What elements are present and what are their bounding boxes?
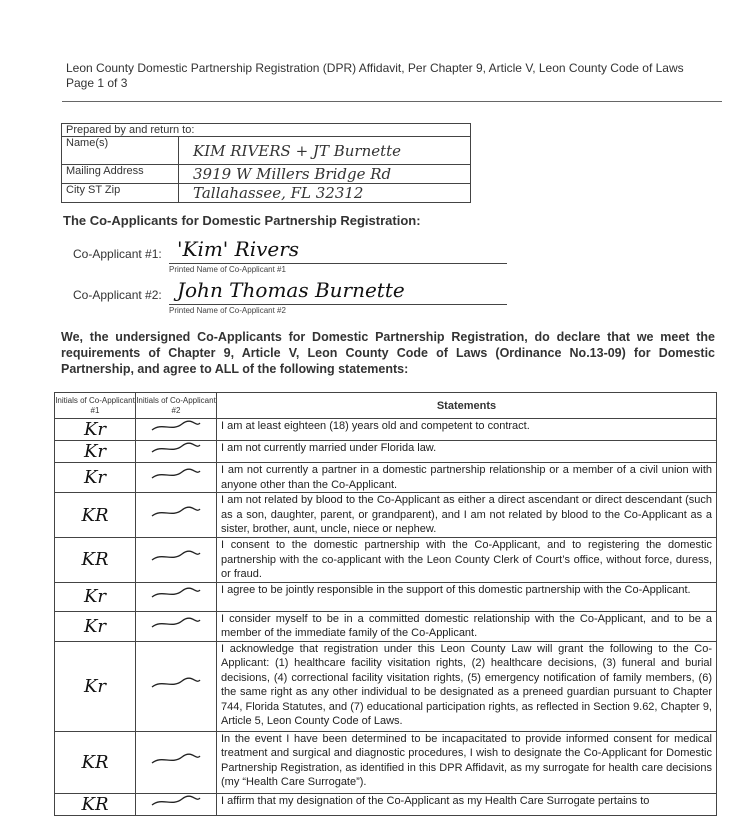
initials-1: KR [55, 731, 136, 793]
col-initials-1: Initials of Co-Applicant #1 [55, 393, 136, 419]
mailing-address-value: 3919 W Millers Bridge Rd [179, 165, 471, 184]
initials-1: Kr [55, 582, 136, 611]
statement-text: I am at least eighteen (18) years old and competent to contract. [217, 419, 717, 441]
declaration: We, the undersigned Co-Applicants for Domestic Partnership Registration, do declare that we meet the requirements of Chapter 9, Article V, Leon County Code of Laws (Ordinance No.13-09) for Domestic Partnership, and agree to ALL of the following statements: [61, 330, 715, 376]
coapplicant-1-signature: 'Kim' Rivers [177, 237, 300, 261]
coapplicant-1-caption: Printed Name of Co-Applicant #1 [169, 265, 286, 274]
coapplicant-2-field [73, 278, 513, 320]
table-row [55, 493, 717, 538]
coapplicant-1-line [169, 263, 507, 264]
col-statements: Statements [217, 393, 717, 419]
initials-1: Kr [55, 463, 136, 493]
initials-1: KR [55, 493, 136, 538]
initials-2-scribble [136, 463, 217, 493]
initials-2-scribble [136, 582, 217, 611]
coapplicant-2-caption: Printed Name of Co-Applicant #2 [169, 306, 286, 315]
initials-2-scribble [136, 419, 217, 441]
table-row [55, 641, 717, 731]
header-rule [62, 101, 722, 102]
document-title: Leon County Domestic Partnership Registration (DPR) Affidavit, Per Chapter 9, Article V, Leon County Code of Laws [66, 61, 684, 75]
table-row [55, 463, 717, 493]
statements-table [54, 392, 717, 816]
table-row [55, 419, 717, 441]
col-initials-2: Initials of Co-Applicant #2 [136, 393, 217, 419]
initials-1: Kr [55, 641, 136, 731]
mailing-address-label: Mailing Address [62, 165, 179, 184]
table-row [55, 611, 717, 641]
table-row [55, 441, 717, 463]
statement-text: I am not currently married under Florida law. [217, 441, 717, 463]
coapplicant-1-field [73, 237, 513, 279]
statement-text: I consider myself to be in a committed domestic relationship with the Co-Applicant, and to be a member of the immediate family of the Co-Applicant. [217, 611, 717, 641]
name-label: Name(s) [62, 137, 179, 165]
statement-text: In the event I have been determined to be incapacitated to provide informed consent for medical treatment and surgical and diagnostic procedures, I wish to designate the Co-Applicant for Domestic Partnership Registration, as identified in this DPR Affidavit, as my surrogate for health care decisions (my “Health Care Surrogate”). [217, 731, 717, 793]
coapplicant-2-line [169, 304, 507, 305]
prepared-heading: Prepared by and return to: [62, 124, 471, 137]
page-header [66, 61, 721, 91]
initials-2-scribble [136, 641, 217, 731]
initials-1: Kr [55, 419, 136, 441]
coapplicant-1-label: Co-Applicant #1: [73, 247, 162, 261]
statement-text: I am not related by blood to the Co-Applicant as either a direct ascendant or direct descendant (such as a son, daughter, parent, or grandparent), and I am not related by blood to the Co-Applicant as a sister, brother, aunt, uncle, niece or nephew. [217, 493, 717, 538]
initials-2-scribble [136, 611, 217, 641]
initials-2-scribble [136, 793, 217, 815]
city-st-zip-label: City ST Zip [62, 184, 179, 203]
initials-2-scribble [136, 538, 217, 583]
initials-1: KR [55, 538, 136, 583]
statement-text: I consent to the domestic partnership with the Co-Applicant, and to registering the domestic partnership with the co-applicant with the Leon County Clerk of Court’s office, without force, duress, or fraud. [217, 538, 717, 583]
coapplicant-2-signature: John Thomas Burnette [177, 278, 405, 302]
initials-1: Kr [55, 441, 136, 463]
initials-2-scribble [136, 441, 217, 463]
statement-text: I affirm that my designation of the Co-Applicant as my Health Care Surrogate pertains to [217, 793, 717, 815]
name-value: KIM RIVERS + JT Burnette [179, 137, 471, 165]
coapplicants-title: The Co-Applicants for Domestic Partnership Registration: [63, 213, 421, 228]
statement-text: I agree to be jointly responsible in the support of this domestic partnership with the Co-Applicant. [217, 582, 717, 611]
initials-1: KR [55, 793, 136, 815]
page-number: Page 1 of 3 [66, 76, 128, 90]
coapplicant-2-label: Co-Applicant #2: [73, 288, 162, 302]
statement-text: I am not currently a partner in a domestic partnership relationship or a member of a civil union with anyone other than the Co-Applicant. [217, 463, 717, 493]
initials-1: Kr [55, 611, 136, 641]
prepared-by-table [61, 123, 471, 203]
initials-2-scribble [136, 493, 217, 538]
table-row [55, 793, 717, 815]
table-row [55, 538, 717, 583]
initials-2-scribble [136, 731, 217, 793]
city-st-zip-value: Tallahassee, FL 32312 [179, 184, 471, 203]
statement-text: I acknowledge that registration under this Leon County Law will grant the following to the Co-Applicant: (1) healthcare facility visitation rights, (2) healthcare decisions, (3) funeral and burial decisions, (4) correctional facility visitation rights, (5) emergency notification of family members, (6) the same right as any other individual to be designated as a preneed guardian pursuant to Chapter 744, Florida Statutes, and (7) educational participation rights, as reflected in Section 9.62, Chapter 9, Article 5, Leon County Code of Laws. [217, 641, 717, 731]
table-row [55, 582, 717, 611]
table-row [55, 731, 717, 793]
